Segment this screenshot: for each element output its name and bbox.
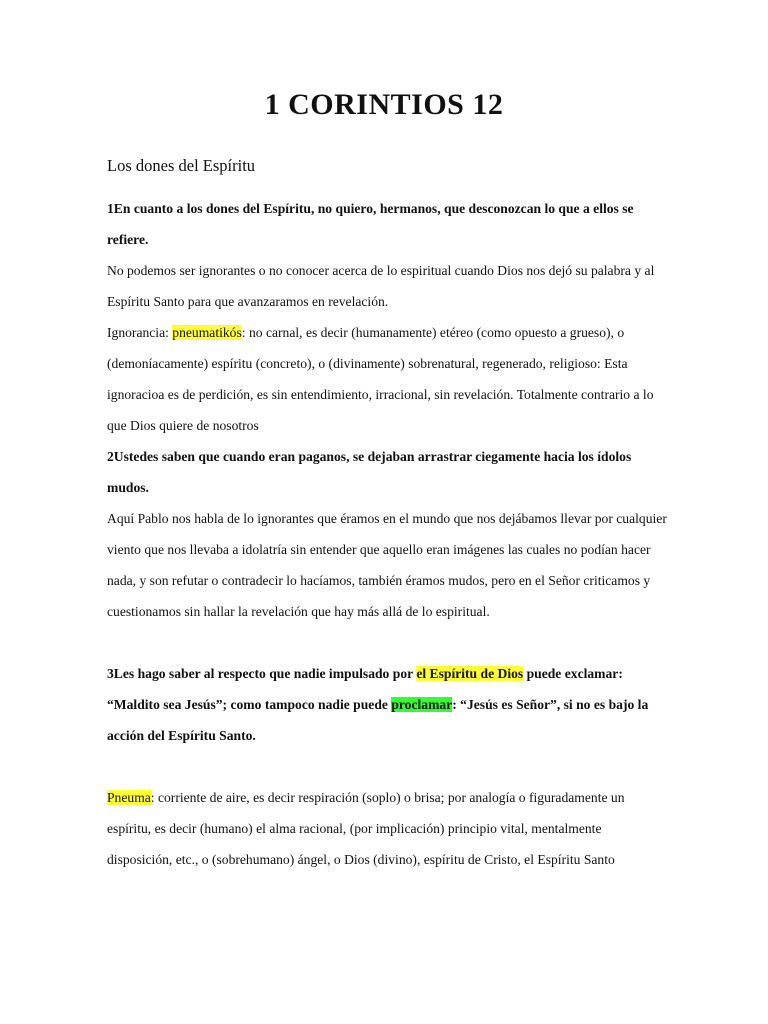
paragraph-3: Aquí Pablo nos habla de lo ignorantes que éramos en el mundo que nos dejábamos llevar por cualquier viento que nos llevaba a idolatría sin entender que aquello eran imágenes las cuales no podían hacer nada, y son refutar o contradecir lo hacíamos, también éramos mudos, pero en el Señor criticamos y cuestionamos sin hallar la revelación que hay más allá de lo espiritual. <box>107 511 667 619</box>
spacer <box>107 751 667 782</box>
highlight-proclamar: proclamar <box>391 697 453 712</box>
highlight-pneuma: Pneuma <box>107 790 151 805</box>
paragraph-2-prefix: Ignorancia: <box>107 325 173 340</box>
document-body <box>107 193 667 875</box>
page-title: 1 CORINTIOS 12 <box>264 88 504 121</box>
paragraph-1: No podemos ser ignorantes o no conocer acerca de lo espiritual cuando Dios nos dejó su palabra y al Espíritu Santo para que avanzaramos en revelación. <box>107 263 655 309</box>
verse-2: 2Ustedes saben que cuando eran paganos, se dejaban arrastrar ciegamente hacia los ídolos mudos. <box>107 449 632 495</box>
paragraph-4 <box>107 782 667 875</box>
verse-3-part-a: 3Les hago saber al respecto que nadie impulsado por <box>107 666 417 681</box>
verse-3 <box>107 658 667 751</box>
section-subtitle: Los dones del Espíritu <box>107 156 256 175</box>
verse-3-part-b: puede exclamar: “Maldito sea Jesús”; como tampoco nadie puede <box>107 666 623 712</box>
paragraph-4-rest: : corriente de aire, es decir respiración (soplo) o brisa; por analogía o figuradamente un espíritu, es decir (humano) el alma racional, (por implicación) principio vital, mentalmente disposición, etc., o (sobrehumano) ángel, o Dios (divino), espíritu de Cristo, el Espíritu Santo <box>107 790 625 867</box>
highlight-espiritu-de-dios: el Espíritu de Dios <box>416 666 524 681</box>
paragraph-2 <box>107 317 667 441</box>
highlight-pneumatikos: pneumatikós <box>172 325 242 340</box>
verse-3-part-c: : “Jesús es Señor”, si no es bajo la acción del Espíritu Santo. <box>107 697 649 743</box>
spacer <box>107 627 667 658</box>
verse-1: 1En cuanto a los dones del Espíritu, no quiero, hermanos, que desconozcan lo que a ellos se refiere. <box>107 201 634 247</box>
paragraph-2-rest: : no carnal, es decir (humanamente) etéreo (como opuesto a grueso), o (demoníacamente) espíritu (concreto), o (divinamente) sobrenatural, regenerado, religioso: Esta ignoracioa es de perdición, es sin entendimiento, irracional, sin revelación. Totalmente contrario a lo que Dios quiere de nosotros <box>107 325 654 433</box>
